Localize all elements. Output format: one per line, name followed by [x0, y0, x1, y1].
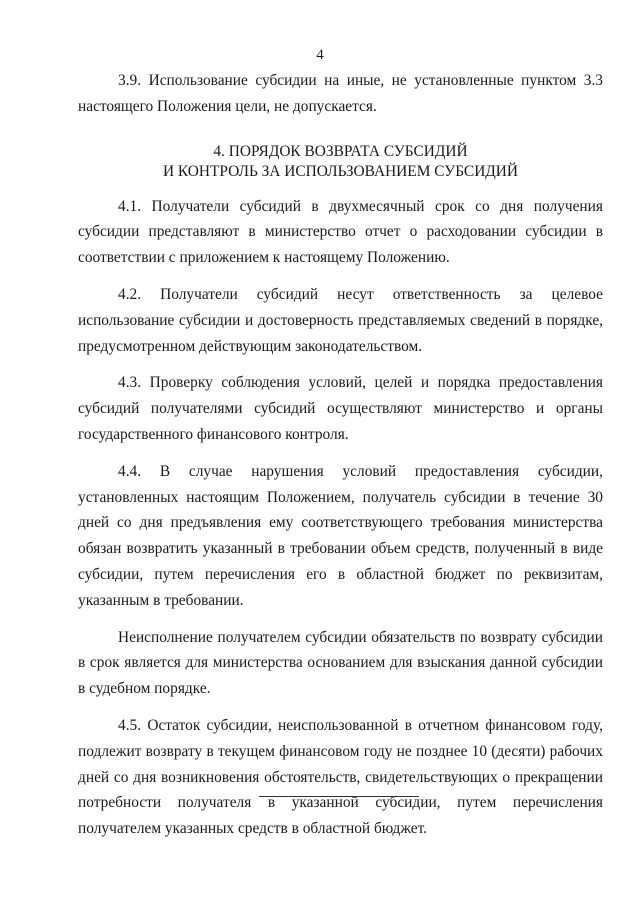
paragraph-non-fulfillment: Неисполнение получателем субсидии обязательств по возврату субсидии в срок является для министерства основанием для взыскания данной субсидии в судебном порядке.	[78, 628, 603, 698]
paragraph-4-5: 4.5. Остаток субсидии, неиспользованной в отчетном финансовом году, подлежит возврату в текущем финансовом году не позднее 10 (десяти) рабочих дней со дня возникновения обстоятельств, свидетельствующих о прекращении потребности получателя в указанной субсидии, путем перечисления получателем указанных средств в областной бюджет.	[78, 716, 603, 838]
page-number: 4	[316, 47, 324, 63]
paragraph-4-2: 4.2. Получатели субсидий несут ответственность за целевое использование субсидии и достоверность представляемых сведений в порядке, предусмотренном действующим законодательством.	[78, 285, 603, 355]
closing-rule	[259, 796, 419, 797]
paragraph-4-1: 4.1. Получатели субсидий в двухмесячный срок со дня получения субсидии представляют в министерство отчет о расходовании субсидии в соответствии с приложением к настоящему Положению.	[78, 197, 603, 267]
section-heading	[78, 142, 603, 182]
document-body	[78, 68, 603, 842]
section-heading-line-1: 4. ПОРЯДОК ВОЗВРАТА СУБСИДИЙ	[213, 142, 468, 160]
paragraph-4-4: 4.4. В случае нарушения условий предоставления субсидии, установленных настоящим Положением, получатель субсидии в течение 30 дней со дня предъявления ему соответствующего требования министерства обязан возвратить указанный в требовании объем средств, полученный в виде субсидии, путем перечисления его в областной бюджет по реквизитам, указанным в требовании.	[78, 462, 603, 609]
section-heading-line-2: И КОНТРОЛЬ ЗА ИСПОЛЬЗОВАНИЕМ СУБСИДИЙ	[162, 162, 519, 180]
paragraph-3-9: 3.9. Использование субсидии на иные, не установленные пунктом 3.3 настоящего Положения цели, не допускается.	[78, 72, 603, 115]
paragraph-4-3: 4.3. Проверку соблюдения условий, целей и порядка предоставления субсидий получателями субсидий осуществляют министерство и органы государственного финансового контроля.	[78, 374, 603, 443]
